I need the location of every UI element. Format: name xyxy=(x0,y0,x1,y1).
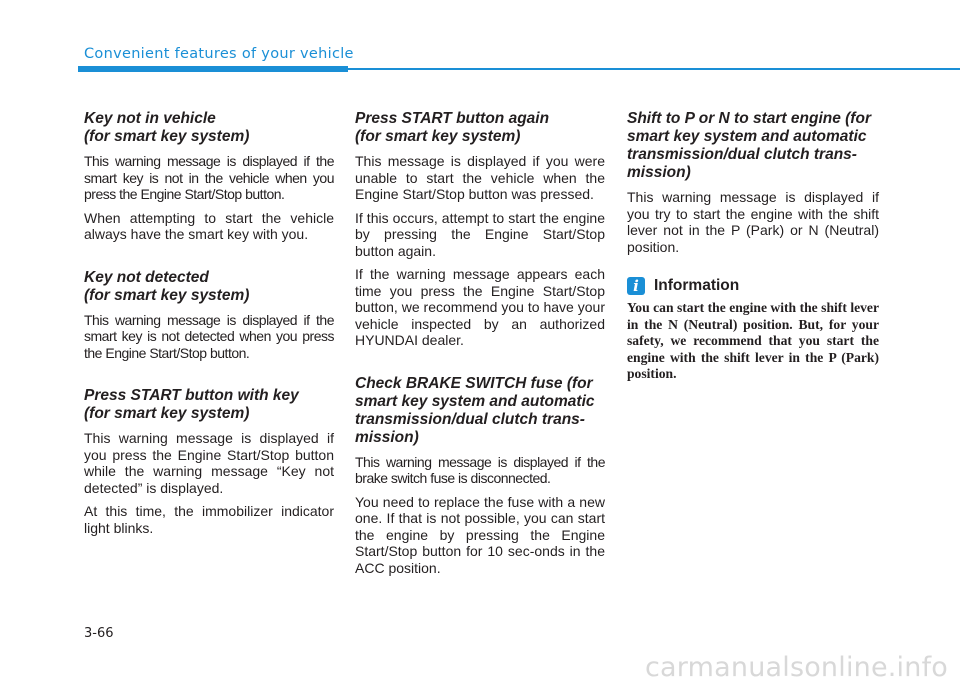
section-header-title: Convenient features of your vehicle xyxy=(84,46,354,62)
paragraph: This message is displayed if you were unable to start the vehicle when the Engine Start/Stop button was pressed. xyxy=(355,153,605,202)
paragraph: You need to replace the fuse with a new one. If that is not possible, you can start the engine by pressing the Engine Start/Stop button for 10 sec-onds in the ACC position. xyxy=(355,493,605,576)
column-3 xyxy=(627,110,879,383)
paragraph: If this occurs, attempt to start the engine by pressing the Engine Start/Stop button again. xyxy=(355,209,605,259)
paragraph: This warning message is displayed if you press the Engine Start/Stop button while the warning message “Key not detected” is displayed. xyxy=(84,430,334,496)
column-1 xyxy=(84,110,334,543)
information-title: Information xyxy=(654,277,740,294)
watermark: carmanualsonline.info xyxy=(645,652,948,683)
heading-line1: Key not in vehicle xyxy=(84,110,216,127)
heading-press-start-with-key xyxy=(84,387,334,423)
heading-line2: (for smart key system) xyxy=(355,128,521,145)
paragraph: This warning message is displayed if the smart key is not in the vehicle when you press the Engine Start/Stop button. xyxy=(84,153,334,202)
heading-shift-to-p-or-n: Shift to P or N to start engine (for smart key system and automatic transmission/dual clutch trans-mission) xyxy=(627,110,871,181)
information-header xyxy=(627,277,879,295)
information-body: You can start the engine with the shift lever in the N (Neutral) position. But, for your safety, we recommend that you start the engine with the shift lever in the P (Park) position. xyxy=(627,300,879,381)
paragraph: This warning message is displayed if the smart key is not detected when you press the Engine Start/Stop button. xyxy=(84,311,334,361)
paragraph: This warning message is displayed if you try to start the engine with the shift lever not in the P (Park) or N (Neutral) position. xyxy=(627,189,879,255)
heading-line2: (for smart key system) xyxy=(84,405,250,422)
heading-line2: (for smart key system) xyxy=(84,128,250,145)
info-icon: i xyxy=(627,277,645,295)
heading-line2: (for smart key system) xyxy=(84,286,250,304)
heading-press-start-again xyxy=(355,110,605,146)
paragraph: At this time, the immobilizer indicator light blinks. xyxy=(84,503,334,536)
paragraph: This warning message is displayed if the brake switch fuse is disconnected. xyxy=(355,453,605,486)
heading-check-brake-switch-fuse: Check BRAKE SWITCH fuse (for smart key system and automatic transmission/dual clutch trans-mission) xyxy=(355,374,595,446)
header-rule-line xyxy=(348,68,960,70)
heading-line1: Press START button again xyxy=(355,110,550,127)
column-2 xyxy=(355,110,605,583)
heading-key-not-in-vehicle xyxy=(84,110,334,146)
heading-line1: Key not detected xyxy=(84,268,209,286)
heading-key-not-detected xyxy=(84,269,334,305)
paragraph: When attempting to start the vehicle always have the smart key with you. xyxy=(84,209,334,242)
paragraph: If the warning message appears each time you press the Engine Start/Stop button, we recommend you to have your vehicle inspected by an authorized HYUNDAI dealer. xyxy=(355,266,605,348)
heading-line1: Press START button with key xyxy=(84,387,299,404)
page-number: 3-66 xyxy=(84,626,114,641)
header-rule-accent xyxy=(78,66,348,72)
